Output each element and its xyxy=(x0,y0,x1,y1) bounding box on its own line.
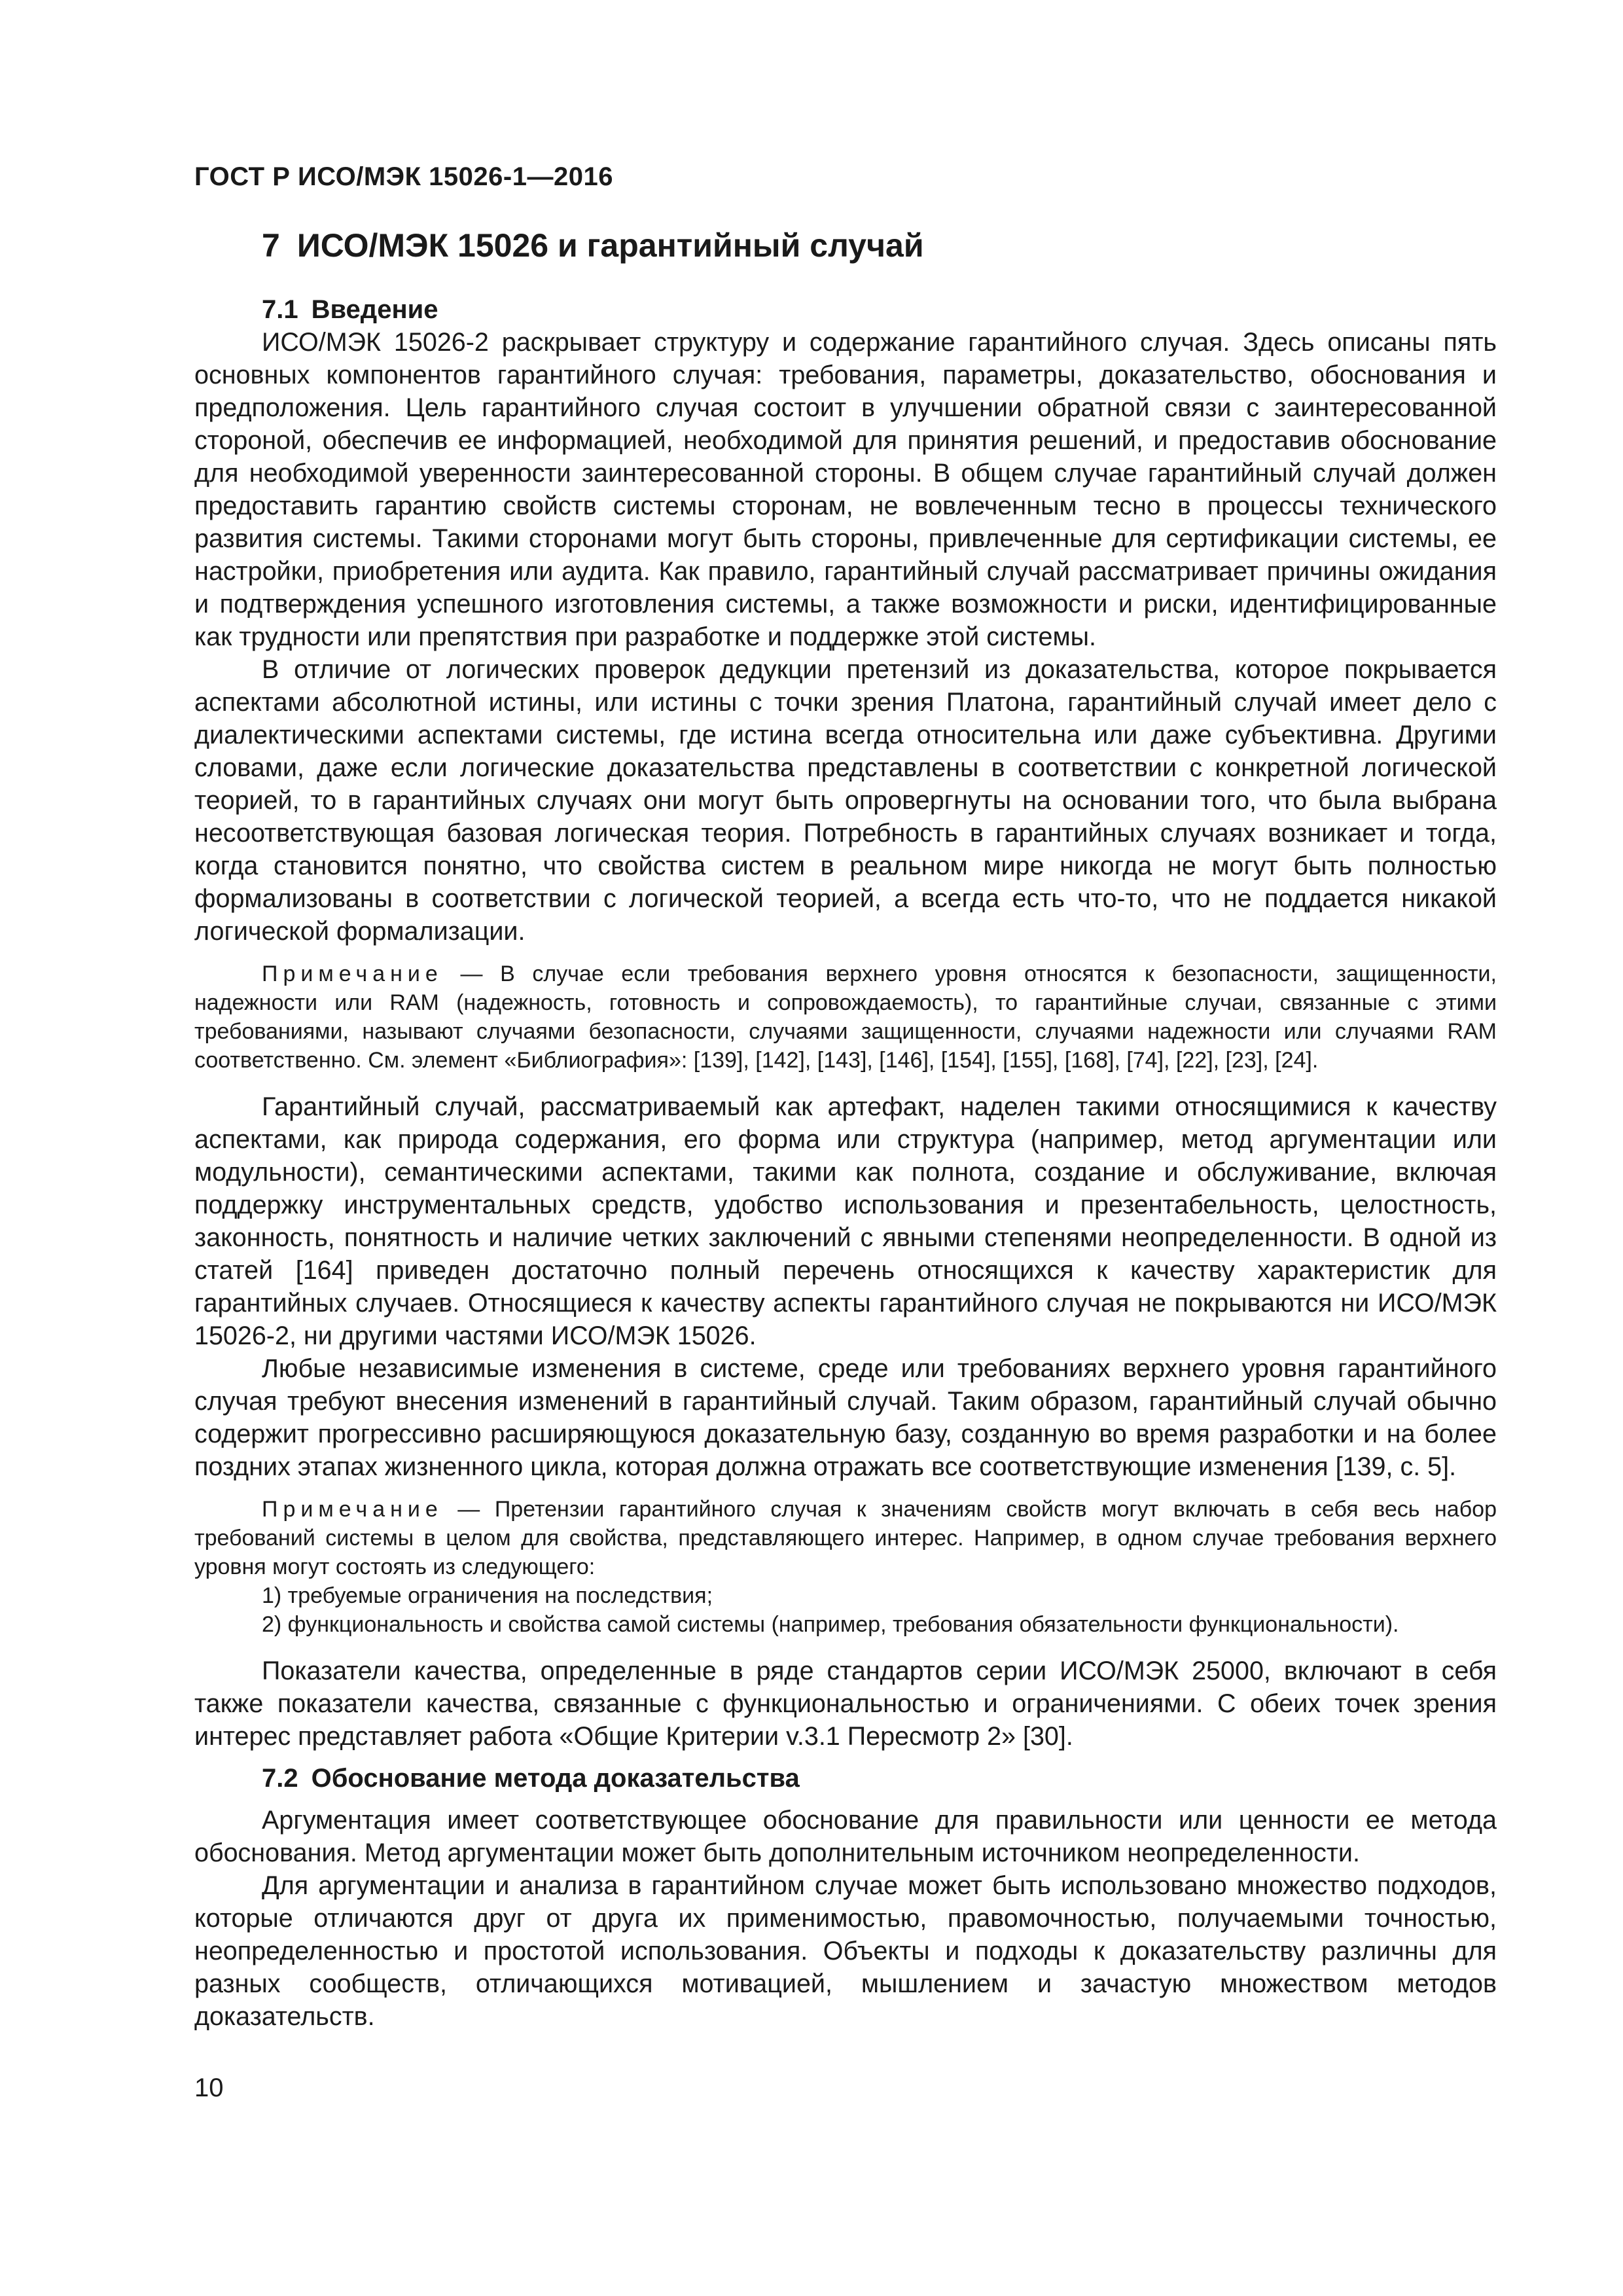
subsection-title: Введение xyxy=(311,295,438,324)
note-label: Примечание xyxy=(262,1497,443,1522)
paragraph: ИСО/МЭК 15026-2 раскрывает структуру и содержание гарантийного случая. Здесь описаны пять основных компонентов гарантийного случая: требования, параметры, доказательство, обоснования и предположения. Цель гарантийного случая состоит в улучшении обратной связи с заинтересованной стороной, обеспечив ее информацией, необходимой для принятия решений, и предоставив обоснование для необходимой уверенности заинтересованной стороны. В общем случае гарантийный случай должен предоставить гарантию свойств системы сторонам, не вовлеченным тесно в процессы технического развития системы. Такими сторонами могут быть стороны, привлеченные для сертификации системы, ее настройки, приобретения или аудита. Как правило, гарантийный случай рассматривает причины ожидания и подтверждения успешного изготовления системы, а также возможности и риски, идентифицированные как трудности или препятствия при разработке и поддержке этой системы. xyxy=(194,328,1497,651)
note-list xyxy=(194,1581,1497,1639)
subsection-heading-7-2 xyxy=(262,1762,1497,1795)
note-list-item: 2) функциональность и свойства самой системы (например, требования обязательности функциональности). xyxy=(262,1612,1399,1637)
note xyxy=(194,960,1497,1075)
paragraph: В отличие от логических проверок дедукции претензий из доказательства, которое покрывается аспектами абсолютной истины, или истины с точки зрения Платона, гарантийный случай имеет дело с диалектическими аспектами системы, где истина всегда относительна или даже субъективна. Другими словами, даже если логические доказательства представлены в соответствии с конкретной логической теорией, то в гарантийных случаях они могут быть опровергнуты на основании того, что была выбрана несоответствующая базовая логическая теория. Потребность в гарантийных случаях возникает и тогда, когда становится понятно, что свойства систем в реальном мире никогда не могут быть полностью формализованы в соответствии с логической теорией, а всегда есть что-то, что не поддается никакой логической формализации. xyxy=(194,655,1497,946)
note-text: В случае если требования верхнего уровня относятся к безопасности, защищенности, надежности или RAM (надежность, готовность и сопровождаемость), то гарантийные случаи, связанные с этими требованиями, называют случаями безопасности, случаями защищенности, случаями надежности или случаями RAM соответственно. См. элемент «Библиография»: [139], [142], [143], [146], [154], [155], [168], [74], [22], [23], [24]. xyxy=(194,961,1497,1073)
page-number: 10 xyxy=(194,2073,224,2102)
note-dash: — xyxy=(442,961,501,986)
page-content xyxy=(194,223,1497,2033)
note-dash: — xyxy=(442,1497,495,1522)
document-header: ГОСТ Р ИСО/МЭК 15026-1—2016 xyxy=(194,162,613,191)
subsection-title: Обоснование метода доказательства xyxy=(311,1764,800,1793)
note-label: Примечание xyxy=(262,961,443,986)
section-heading xyxy=(262,223,1497,268)
section-number: 7 xyxy=(262,227,280,264)
paragraph: Показатели качества, определенные в ряде стандартов серии ИСО/МЭК 25000, включают в себя также показатели качества, связанные с функциональностью и ограничениями. С обеих точек зрения интерес представляет работа «Общие Критерии v.3.1 Пересмотр 2» [30]. xyxy=(194,1657,1497,1751)
note-list-item: 1) требуемые ограничения на последствия; xyxy=(262,1583,713,1608)
note-text: Претензии гарантийного случая к значениям свойств могут включать в себя весь набор требований системы в целом для свойства, представляющего интерес. Например, в одном случае требования верхнего уровня могут состоять из следующего: xyxy=(194,1497,1497,1579)
paragraph: Любые независимые изменения в системе, среде или требованиях верхнего уровня гарантийного случая требуют внесения изменений в гарантийный случай. Таким образом, гарантийный случай обычно содержит прогрессивно расширяющуюся доказательную базу, созданную во время разработки и на более поздних этапах жизненного цикла, которая должна отражать все соответствующие изменения [139, с. 5]. xyxy=(194,1354,1497,1481)
paragraph: Аргументация имеет соответствующее обоснование для правильности или ценности ее метода обоснования. Метод аргументации может быть дополнительным источником неопределенности. xyxy=(194,1806,1497,1867)
section-title: ИСО/МЭК 15026 и гарантийный случай xyxy=(296,227,924,264)
subsection-number: 7.2 xyxy=(262,1764,298,1793)
paragraph: Гарантийный случай, рассматриваемый как артефакт, наделен такими относящимися к качеству аспектами, как природа содержания, его форма или структура (например, метод аргументации или модульности), семантическими аспектами, такими как полнота, создание и обслуживание, включая поддержку инструментальных средств, удобство использования и презентабельность, целостность, законность, понятность и наличие четких заключений с явными степенями неопределенности. В одной из статей [164] приведен достаточно полный перечень относящихся к качеству характеристик для гарантийных случаев. Относящиеся к качеству аспекты гарантийного случая не покрываются ни ИСО/МЭК 15026-2, ни другими частями ИСО/МЭК 15026. xyxy=(194,1092,1497,1350)
subsection-heading-7-1 xyxy=(262,293,1497,326)
subsection-number: 7.1 xyxy=(262,295,298,324)
note xyxy=(194,1495,1497,1581)
paragraph: Для аргументации и анализа в гарантийном случае может быть использовано множество подходов, которые отличаются друг от друга их применимостью, правомочностью, получаемыми точностью, неопределенностью и простотой использования. Объекты и подходы к доказательству различны для разных сообществ, отличающихся мотивацией, мышлением и зачастую множеством методов доказательств. xyxy=(194,1871,1497,2031)
